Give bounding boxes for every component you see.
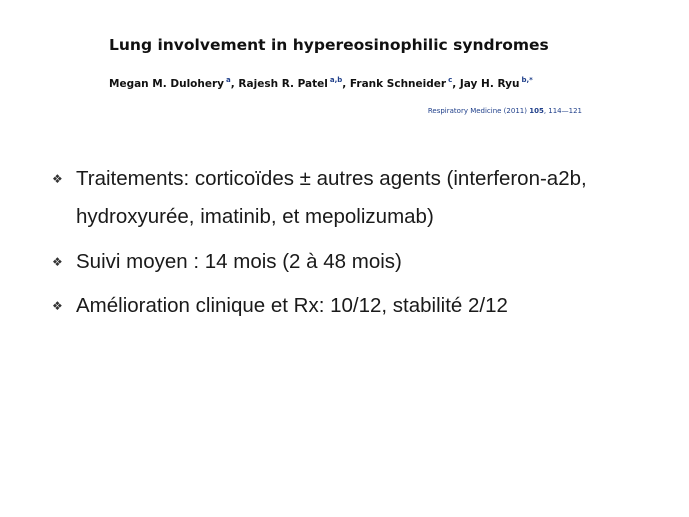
author-name: Rajesh R. Patel [238, 78, 328, 90]
bullet-item [52, 160, 672, 236]
journal-volume: 105 [529, 107, 544, 115]
reference-title: Lung involvement in hypereosinophilic syndromes [109, 36, 549, 54]
author-affiliation: a [226, 76, 231, 84]
journal-pages: , 114—121 [543, 107, 582, 115]
journal-name: Respiratory Medicine (2011) [427, 107, 530, 115]
reference-journal [428, 107, 582, 115]
author-affiliation: b,* [521, 76, 533, 84]
diamond-bullet-icon: ❖ [52, 172, 63, 186]
author-affiliation: a,b [329, 76, 343, 84]
bullet-text: Suivi moyen : 14 mois (2 à 48 mois) [76, 250, 402, 273]
diamond-bullet-icon: ❖ [52, 255, 63, 269]
bullet-list [52, 160, 672, 333]
diamond-bullet-icon: ❖ [52, 299, 63, 313]
author-name: Frank Schneider [349, 78, 447, 90]
author-name: Megan M. Dulohery [109, 78, 225, 90]
author-affiliation: c [448, 76, 453, 84]
bullet-text: Amélioration clinique et Rx: 10/12, stabilité 2/12 [76, 294, 508, 317]
bullet-item [52, 243, 672, 281]
reference-authors: Megan M. Dulohery $^a$, Rajesh R. Patel $^{a,b}$, Frank Schneider $^c$, Jay H. Ryu $^{b,*}$ [109, 76, 533, 90]
author-name: Jay H. Ryu [459, 78, 520, 90]
bullet-item [52, 287, 672, 325]
bullet-text: Traitements: corticoïdes ± autres agents (interferon-a2b, hydroxyurée, imatinib, et mepolizumab) [76, 167, 587, 228]
